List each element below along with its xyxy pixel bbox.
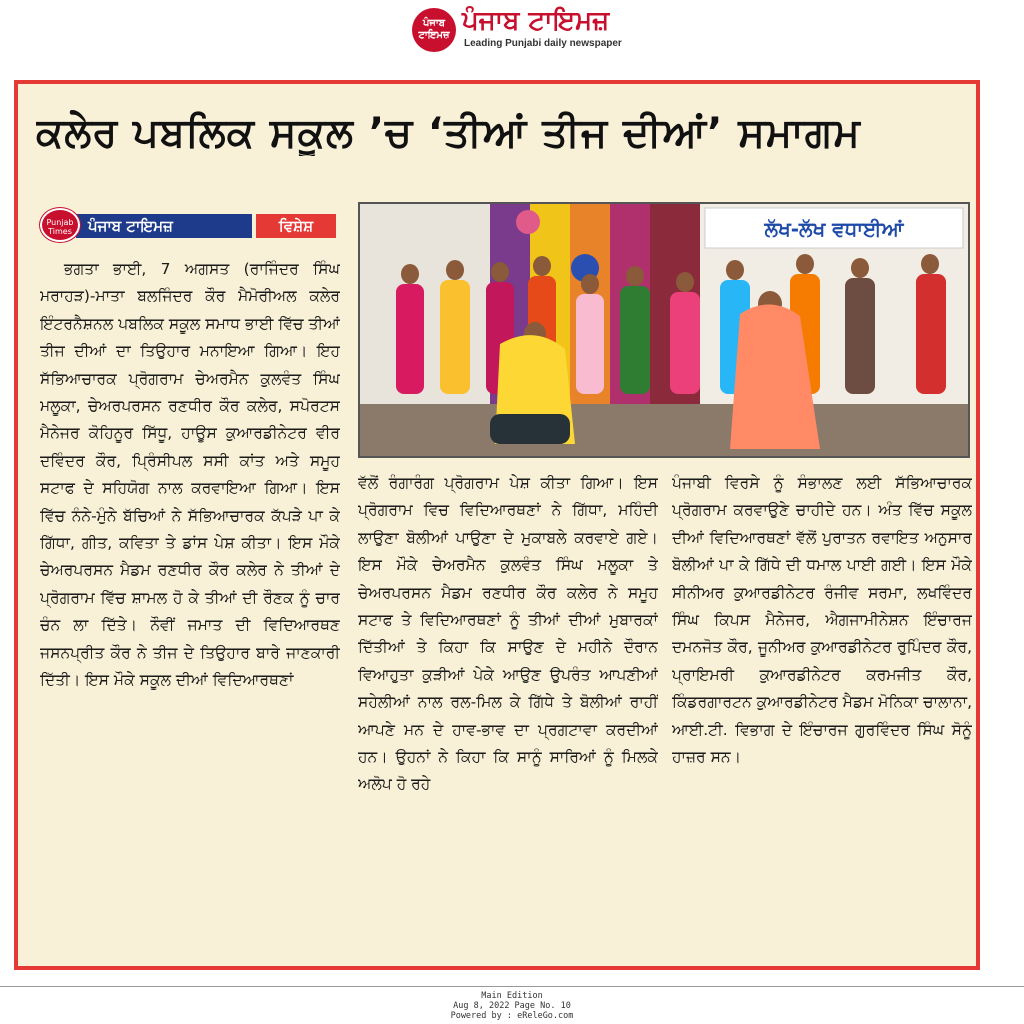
- column-tag-paper: ਪੰਜਾਬ ਟਾਇਮਜ਼: [76, 214, 252, 238]
- article-photo: [358, 202, 970, 458]
- column-tag-logo: Punjab Times: [40, 208, 80, 242]
- article-column-1: ਭਗਤਾ ਭਾਈ, 7 ਅਗਸਤ (ਰਾਜਿੰਦਰ ਸਿੰਘ ਮਰਾਹੜ)-ਮਾਤਾ ਬਲਜਿੰਦਰ ਕੌਰ ਮੈਮੋਰੀਅਲ ਕਲੇਰ ਇੰਟਰਨੈਸ਼ਨਲ ਪਬਲਿਕ ਸਕੂਲ ਸਮਾਧ ਭਾਈ ਵਿੱਚ ਤੀਆਂ ਤੀਜ ਦੀਆਂ ਦਾ ਤਿਉਹਾਰ ਮਨਾਇਆ ਗਿਆ। ਇਹ ਸੱਭਿਆਚਾਰਕ ਪ੍ਰੋਗਰਾਮ ਚੇਅਰਮੈਨ ਕੁਲਵੰਤ ਸਿੰਘ ਮਲੂਕਾ, ਚੇਅਰਪਰਸਨ ਰਣਧੀਰ ਕੌਰ ਕਲੇਰ, ਸਪੋਰਟਸ ਮੈਨੇਜਰ ਕੋਹਿਨੂਰ ਸਿੱਧੂ, ਹਾਊਸ ਕੁਆਰਡੀਨੇਟਰ ਵੀਰ ਦਵਿੰਦਰ ਕੌਰ, ਪ੍ਰਿੰਸੀਪਲ ਸਸੀ ਕਾਂਤ ਅਤੇ ਸਮੂਹ ਸਟਾਫ ਦੇ ਸਹਿਯੋਗ ਨਾਲ ਕਰਵਾਇਆ ਗਿਆ। ਇਸ ਵਿੱਚ ਨੰਨੇ-ਮੁੰਨੇ ਬੱਚਿਆਂ ਨੇ ਸੱਭਿਆਚਾਰਕ ਕੱਪੜੇ ਪਾ ਕੇ ਗਿੱਧਾ, ਗੀਤ, ਕਵਿਤਾ ਤੇ ਡਾਂਸ ਪੇਸ਼ ਕੀਤਾ। ਇਸ ਮੌਕੇ ਚੇਅਰਪਰਸਨ ਮੈਡਮ ਰਣਧੀਰ ਕੌਰ ਕਲੇਰ ਨੇ ਤੀਆਂ ਦੇ ਪ੍ਰੋਗਰਾਮ ਵਿੱਚ ਸ਼ਾਮਲ ਹੋ ਕੇ ਤੀਆਂ ਦੀ ਰੌਣਕ ਨੂੰ ਚਾਰ ਚੰਨ ਲਾ ਦਿੱਤੇ। ਨੌਵੀਂ ਜਮਾਤ ਦੀ ਵਿਦਿਆਰਥਣ ਜਸਨਪ੍ਰੀਤ ਕੌਰ ਨੇ ਤੀਜ ਦੇ ਤਿਉਹਾਰ ਬਾਰੇ ਜਾਣਕਾਰੀ ਦਿੱਤੀ। ਇਸ ਮੌਕੇ ਸਕੂਲ ਦੀਆਂ ਵਿਦਿਆਰਥਣਾਂ: [40, 260, 340, 690]
- article-clipping: [14, 80, 980, 970]
- article-column-3: ਪੰਜਾਬੀ ਵਿਰਸੇ ਨੂੰ ਸੰਭਾਲਣ ਲਈ ਸੱਭਿਆਚਾਰਕ ਪ੍ਰੋਗਰਾਮ ਕਰਵਾਉਣੇ ਚਾਹੀਦੇ ਹਨ। ਅੰਤ ਵਿੱਚ ਸਕੂਲ ਦੀਆਂ ਵਿਦਿਆਰਥਣਾਂ ਵੱਲੋਂ ਪੁਰਾਤਨ ਰਵਾਇਤ ਅਨੁਸਾਰ ਬੋਲੀਆਂ ਪਾ ਕੇ ਗਿੱਧੇ ਦੀ ਧਮਾਲ ਪਾਈ ਗਈ। ਇਸ ਮੌਕੇ ਸੀਨੀਅਰ ਕੁਆਰਡੀਨੇਟਰ ਰੰਜੀਵ ਸਰਮਾ, ਲਖਵਿੰਦਰ ਸਿੰਘ ਕਿਪਸ ਮੈਨੇਜਰ, ਐਗਜਾਮੀਨੇਸ਼ਨ ਇੰਚਾਰਜ ਦਮਨਜੋਤ ਕੌਰ, ਜੂਨੀਅਰ ਕੁਆਰਡੀਨੇਟਰ ਰੁਪਿੰਦਰ ਕੌਰ, ਪ੍ਰਾਇਮਰੀ ਕੁਆਰਡੀਨੇਟਰ ਕਰਮਜੀਤ ਕੌਰ, ਕਿੰਡਰਗਾਰਟਨ ਕੁਆਰਡੀਨੇਟਰ ਮੈਡਮ ਮੋਨਿਕਾ ਚਾਲਾਨਾ, ਆਈ.ਟੀ. ਵਿਭਾਗ ਦੇ ਇੰਚਾਰਜ ਗੁਰਵਿੰਦਰ ਸਿੰਘ ਸੋਨੂੰ ਹਾਜ਼ਰ ਸਨ।: [672, 474, 972, 767]
- footer-date-page: Aug 8, 2022 Page No. 10: [453, 1001, 571, 1011]
- article-column-2: ਵੱਲੋਂ ਰੰਗਾਰੰਗ ਪ੍ਰੋਗਰਾਮ ਪੇਸ਼ ਕੀਤਾ ਗਿਆ। ਇਸ ਪ੍ਰੋਗਰਾਮ ਵਿਚ ਵਿਦਿਆਰਥਣਾਂ ਨੇ ਗਿੱਧਾ, ਮਹਿੰਦੀ ਲਾਉਣਾ ਬੋਲੀਆਂ ਪਾਉਣਾ ਦੇ ਮੁਕਾਬਲੇ ਕਰਵਾਏ ਗਏ। ਇਸ ਮੌਕੇ ਚੇਅਰਮੈਨ ਕੁਲਵੰਤ ਸਿੰਘ ਮਲੂਕਾ ਤੇ ਚੇਅਰਪਰਸਨ ਮੈਡਮ ਰਣਧੀਰ ਕੌਰ ਕਲੇਰ ਨੇ ਸਮੂਹ ਸਟਾਫ ਤੇ ਵਿਦਿਆਰਥਣਾਂ ਨੂੰ ਤੀਆਂ ਦੀਆਂ ਮੁਬਾਰਕਾਂ ਦਿੱਤੀਆਂ ਤੇ ਕਿਹਾ ਕਿ ਸਾਉਣ ਦੇ ਮਹੀਨੇ ਦੌਰਾਨ ਵਿਆਹੁਤਾ ਕੁੜੀਆਂ ਪੇਕੇ ਆਉਣ ਉਪਰੰਤ ਆਪਣੀਆਂ ਸਹੇਲੀਆਂ ਨਾਲ ਰਲ-ਮਿਲ ਕੇ ਗਿੱਧੇ ਤੇ ਬੋਲੀਆਂ ਰਾਹੀਂ ਆਪਣੇ ਮਨ ਦੇ ਹਾਵ-ਭਾਵ ਦਾ ਪ੍ਰਗਟਾਵਾ ਕਰਦੀਆਂ ਹਨ। ਉਹਨਾਂ ਨੇ ਕਿਹਾ ਕਿ ਸਾਨੂੰ ਸਾਰਿਆਂ ਨੂੰ ਮਿਲਕੇ ਅਲੋਪ ਹੋ ਰਹੇ: [358, 474, 658, 794]
- column-tag-special: ਵਿਸ਼ੇਸ਼: [256, 214, 336, 238]
- page-footer: [0, 986, 1024, 1024]
- masthead: [0, 0, 1024, 60]
- footer-edition: Main Edition: [481, 991, 543, 1001]
- newspaper-tagline: Leading Punjabi daily newspaper: [464, 38, 622, 49]
- photo-banner-text: ਲੱਖ-ਲੱਖ ਵਧਾਈਆਂ: [764, 217, 904, 241]
- event-photo-illustration: [360, 204, 968, 456]
- newspaper-title: ਪੰਜਾਬ ਟਾਇਮਜ਼: [462, 6, 610, 36]
- footer-powered-by: Powered by : eReleGo.com: [450, 1011, 574, 1021]
- column-tag: [40, 208, 340, 242]
- article-headline: ਕਲੇਰ ਪਬਲਿਕ ਸਕੂਲ ’ਚ ‘ਤੀਆਂ ਤੀਜ ਦੀਆਂ’ ਸਮਾਗਮ: [36, 110, 861, 156]
- newspaper-logo: ਪੰਜਾਬ ਟਾਇਮਜ਼: [412, 8, 456, 52]
